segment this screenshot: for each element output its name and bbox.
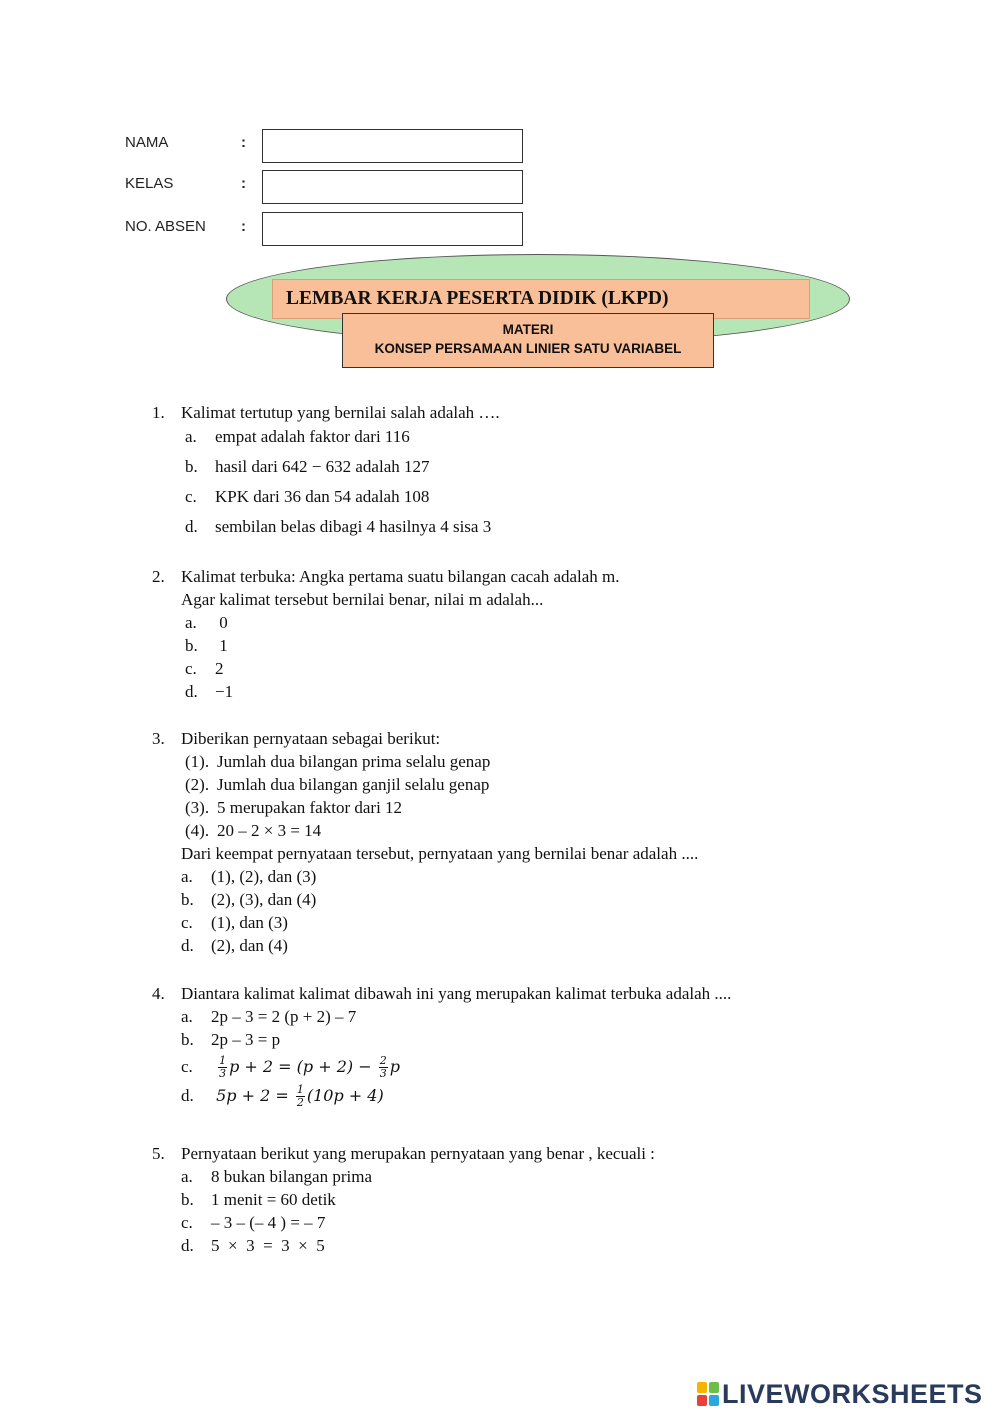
statement-1: (1). Jumlah dua bilangan prima selalu genap <box>185 752 491 771</box>
option-d[interactable]: d. (2), dan (4) <box>181 936 288 955</box>
option-c[interactable]: c. $\frac{1}{3}$ p + 2 = (p + 2) − $\frac{2}{3}$ p <box>181 1054 400 1080</box>
logo-tile <box>697 1395 707 1406</box>
question-2 <box>152 565 852 703</box>
option-d[interactable]: d. sembilan belas dibagi 4 hasilnya 4 sisa 3 <box>185 517 492 536</box>
logo-icon <box>697 1382 719 1406</box>
option-a[interactable]: a. (1), (2), dan (3) <box>181 867 317 886</box>
absence-number-label: NO. ABSEN <box>125 218 206 235</box>
option-b[interactable]: b. hasil dari 642 − 632 adalah 127 <box>185 457 430 476</box>
fraction: $\frac{1}{2}$ <box>296 1083 304 1109</box>
option-a[interactable]: a. 8 bukan bilangan prima <box>181 1167 372 1186</box>
absence-number-colon: : <box>241 218 246 235</box>
statement-4: (4). 20 – 2 × 3 = 14 <box>185 821 322 840</box>
logo-tile <box>709 1382 719 1393</box>
option-a[interactable]: a. empat adalah faktor dari 116 <box>185 427 410 446</box>
question-number: 3. <box>152 729 165 748</box>
option-b[interactable]: b. 1 menit = 60 detik <box>181 1190 336 1209</box>
question-stem: Diberikan pernyataan sebagai berikut: <box>181 729 441 748</box>
option-c[interactable]: c. (1), dan (3) <box>181 913 288 932</box>
option-c[interactable]: c. KPK dari 36 dan 54 adalah 108 <box>185 487 430 506</box>
option-a[interactable]: a. 2p – 3 = 2 (p + 2) – 7 <box>181 1007 357 1026</box>
option-b[interactable]: b. 1 <box>185 636 228 655</box>
option-c[interactable]: c. – 3 – (– 4 ) = – 7 <box>181 1213 326 1232</box>
materi-box <box>342 313 714 368</box>
name-input[interactable] <box>262 129 523 163</box>
class-label: KELAS <box>125 175 174 192</box>
brand-name: LIVEWORKSHEETS <box>722 1378 983 1409</box>
materi-topic: KONSEP PERSAMAAN LINIER SATU VARIABEL <box>374 341 682 356</box>
question-5 <box>152 1142 852 1257</box>
absence-number-input[interactable] <box>262 212 523 246</box>
materi-label: MATERI <box>502 322 554 337</box>
question-stem-line-2: Agar kalimat tersebut bernilai benar, nilai m adalah... <box>181 590 544 609</box>
question-number: 2. <box>152 567 165 586</box>
question-number: 4. <box>152 984 165 1003</box>
fraction: $\frac{1}{3}$ <box>219 1054 227 1080</box>
question-prompt: Dari keempat pernyataan tersebut, pernyataan yang bernilai benar adalah .... <box>181 844 699 863</box>
option-b[interactable]: b. 2p – 3 = p <box>181 1030 281 1049</box>
question-3 <box>152 727 852 957</box>
logo-tile <box>697 1382 707 1393</box>
option-d[interactable]: d. 5p + 2 = $\frac{1}{2}$ (10p + 4) <box>181 1083 384 1109</box>
logo-tile <box>709 1395 719 1406</box>
liveworksheets-logo[interactable] <box>697 1377 983 1411</box>
question-stem: Pernyataan berikut yang merupakan pernyataan yang benar , kecuali : <box>181 1144 655 1163</box>
class-input[interactable] <box>262 170 523 204</box>
question-stem: Kalimat tertutup yang bernilai salah adalah …. <box>181 403 500 422</box>
question-4 <box>152 982 852 1109</box>
statement-3: (3). 5 merupakan faktor dari 12 <box>185 798 403 817</box>
question-stem: Kalimat terbuka: Angka pertama suatu bilangan cacah adalah m. <box>181 567 620 586</box>
question-number: 1. <box>152 403 165 422</box>
name-label: NAMA <box>125 134 169 151</box>
fraction: $\frac{2}{3}$ <box>379 1054 387 1080</box>
option-a[interactable]: a. 0 <box>185 613 228 632</box>
class-colon: : <box>241 175 246 192</box>
option-c[interactable]: c. 2 <box>185 659 224 678</box>
option-d[interactable]: d. 5 × 3 = 3 × 5 <box>181 1236 325 1255</box>
question-number: 5. <box>152 1144 165 1163</box>
question-stem: Diantara kalimat kalimat dibawah ini yang merupakan kalimat terbuka adalah .... <box>181 984 732 1003</box>
worksheet-title: LEMBAR KERJA PESERTA DIDIK (LKPD) <box>272 279 810 319</box>
statement-2: (2). Jumlah dua bilangan ganjil selalu genap <box>185 775 490 794</box>
name-colon: : <box>241 134 246 151</box>
question-1 <box>152 401 852 538</box>
option-d[interactable]: d. −1 <box>185 682 234 701</box>
option-b[interactable]: b. (2), (3), dan (4) <box>181 890 317 909</box>
